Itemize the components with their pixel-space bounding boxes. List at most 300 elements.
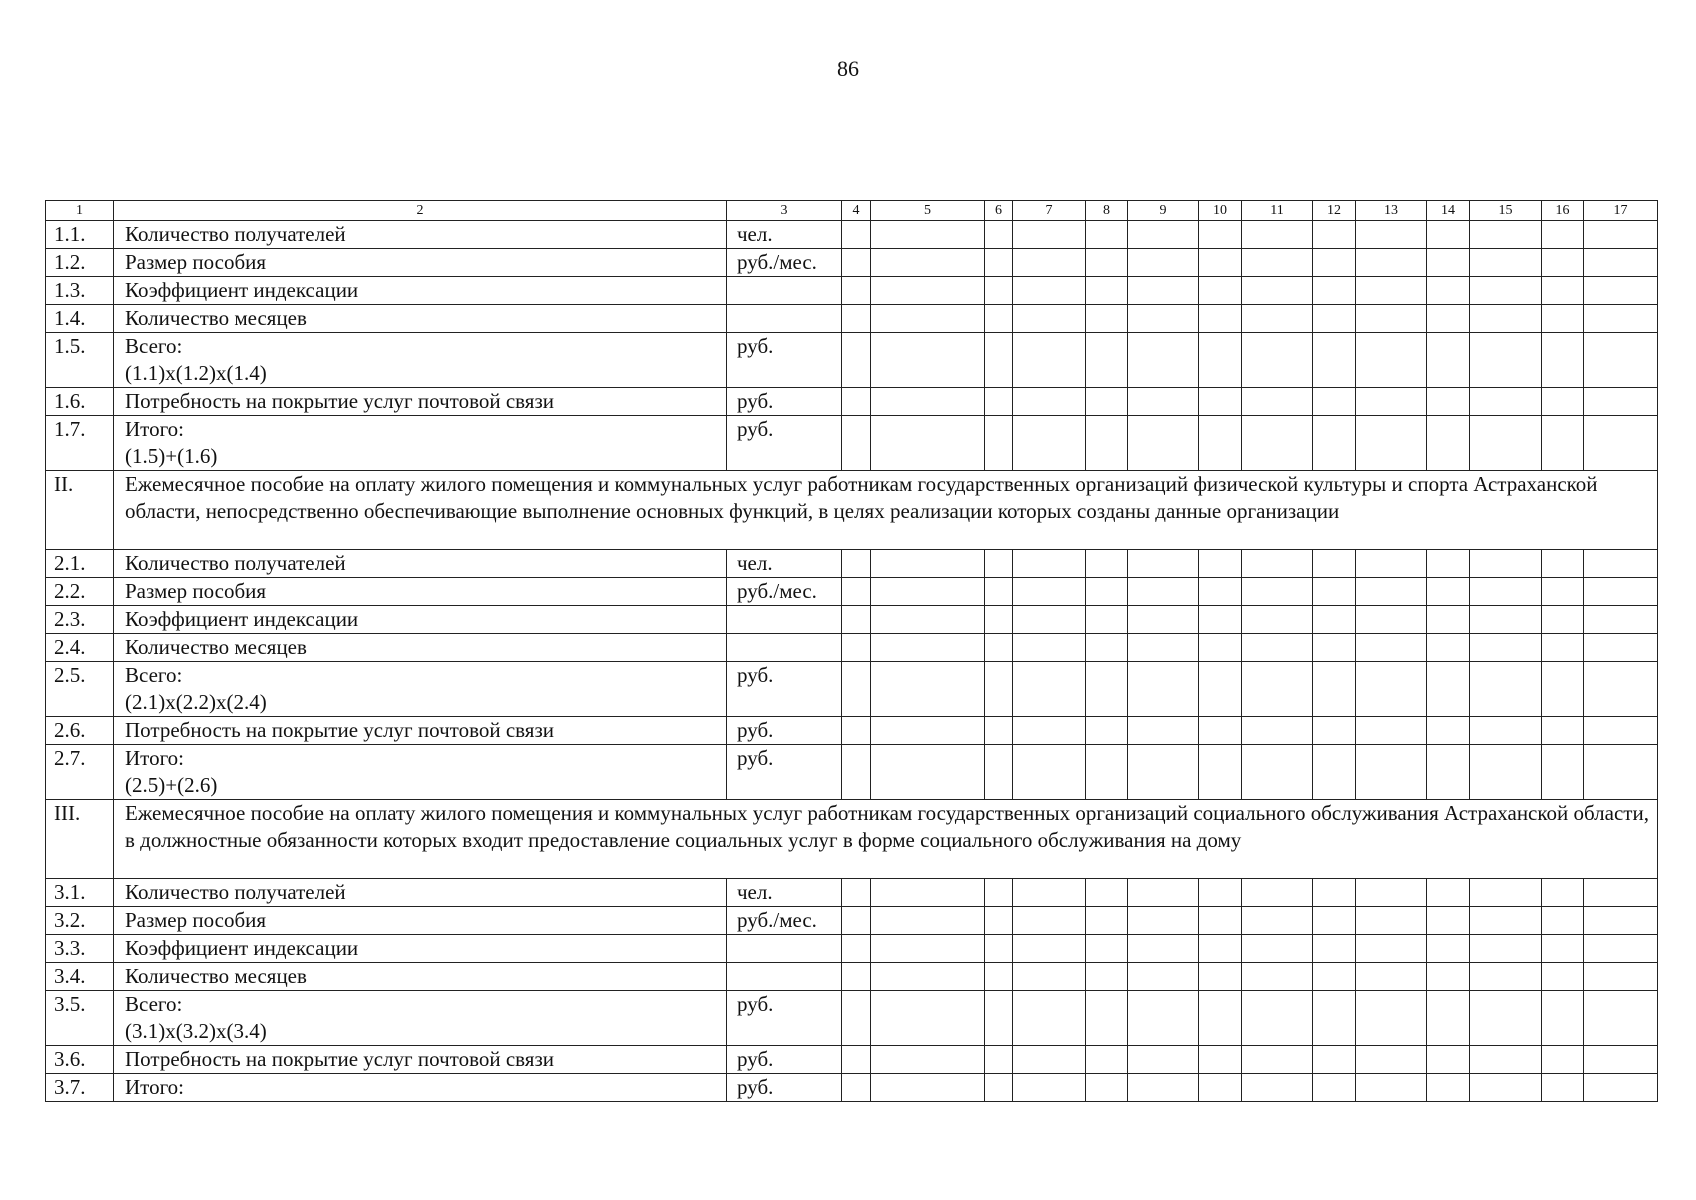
row-label: Всего:	[125, 663, 183, 687]
data-cell	[1313, 745, 1356, 800]
data-cell	[1242, 991, 1313, 1046]
row-label: Итого:	[125, 417, 184, 441]
data-cell	[1584, 606, 1658, 634]
data-cell	[871, 333, 985, 388]
row-number: 3.3.	[46, 935, 114, 963]
data-cell	[1427, 662, 1470, 717]
data-cell	[1470, 879, 1542, 907]
column-number: 10	[1199, 201, 1242, 221]
row-unit	[727, 277, 842, 305]
data-cell	[842, 879, 871, 907]
data-cell	[1427, 606, 1470, 634]
data-cell	[1542, 388, 1584, 416]
data-cell	[1427, 550, 1470, 578]
row-label-cell	[114, 935, 727, 963]
data-cell	[1584, 991, 1658, 1046]
table-row	[46, 935, 1658, 963]
row-label-cell	[114, 662, 727, 717]
data-cell	[1470, 991, 1542, 1046]
data-cell	[1313, 416, 1356, 471]
data-cell	[1427, 221, 1470, 249]
data-cell	[1199, 1046, 1242, 1074]
data-cell	[1013, 634, 1086, 662]
data-cell	[1242, 305, 1313, 333]
data-cell	[1242, 606, 1313, 634]
row-number: 3.1.	[46, 879, 114, 907]
data-cell	[1013, 578, 1086, 606]
row-label-cell	[114, 634, 727, 662]
data-cell	[1086, 550, 1128, 578]
data-cell	[1313, 221, 1356, 249]
benefit-calculation-table	[45, 200, 1658, 1102]
data-cell	[1086, 277, 1128, 305]
row-unit: руб./мес.	[727, 578, 842, 606]
data-cell	[1470, 388, 1542, 416]
row-number: 2.1.	[46, 550, 114, 578]
row-number: 1.1.	[46, 221, 114, 249]
data-cell	[1013, 907, 1086, 935]
data-cell	[1199, 221, 1242, 249]
data-cell	[1470, 305, 1542, 333]
data-cell	[1542, 277, 1584, 305]
data-cell	[1470, 416, 1542, 471]
data-cell	[871, 717, 985, 745]
data-cell	[1086, 717, 1128, 745]
table-row	[46, 333, 1658, 388]
data-cell	[1242, 333, 1313, 388]
data-cell	[985, 249, 1013, 277]
data-cell	[985, 388, 1013, 416]
data-cell	[1584, 745, 1658, 800]
data-cell	[1542, 333, 1584, 388]
data-cell	[1199, 717, 1242, 745]
data-cell	[1128, 745, 1199, 800]
data-cell	[1128, 634, 1199, 662]
row-number: 1.2.	[46, 249, 114, 277]
data-cell	[985, 634, 1013, 662]
row-unit: руб.	[727, 745, 842, 800]
row-label-cell	[114, 333, 727, 388]
data-cell	[985, 578, 1013, 606]
page-number: 86	[837, 56, 859, 81]
data-cell	[985, 416, 1013, 471]
data-cell	[1128, 249, 1199, 277]
data-cell	[871, 1074, 985, 1102]
data-cell	[1199, 416, 1242, 471]
data-cell	[1313, 717, 1356, 745]
column-number: 13	[1356, 201, 1427, 221]
data-cell	[1086, 1046, 1128, 1074]
column-number: 2	[114, 201, 727, 221]
section-row	[46, 800, 1658, 879]
row-label-cell	[114, 991, 727, 1046]
data-cell	[871, 305, 985, 333]
data-cell	[1427, 1074, 1470, 1102]
table-row	[46, 879, 1658, 907]
data-cell	[1128, 879, 1199, 907]
data-cell	[842, 963, 871, 991]
data-cell	[1242, 388, 1313, 416]
data-cell	[1086, 388, 1128, 416]
data-cell	[1199, 745, 1242, 800]
row-label-cell	[114, 745, 727, 800]
table-row	[46, 907, 1658, 935]
data-cell	[1013, 1046, 1086, 1074]
row-number: 2.7.	[46, 745, 114, 800]
data-cell	[871, 606, 985, 634]
data-cell	[842, 1046, 871, 1074]
data-cell	[1584, 1074, 1658, 1102]
row-number: 3.4.	[46, 963, 114, 991]
data-cell	[842, 935, 871, 963]
data-cell	[1086, 634, 1128, 662]
row-number: 3.7.	[46, 1074, 114, 1102]
row-unit: руб.	[727, 662, 842, 717]
data-cell	[985, 991, 1013, 1046]
column-number: 8	[1086, 201, 1128, 221]
row-label: Количество месяцев	[125, 635, 307, 659]
data-cell	[1313, 305, 1356, 333]
data-cell	[1128, 550, 1199, 578]
row-number: 1.3.	[46, 277, 114, 305]
data-cell	[1242, 249, 1313, 277]
data-cell	[1128, 662, 1199, 717]
row-unit	[727, 305, 842, 333]
row-label-cell	[114, 1046, 727, 1074]
row-label: Коэффициент индексации	[125, 607, 359, 631]
data-cell	[1356, 578, 1427, 606]
row-label: Потребность на покрытие услуг почтовой связи	[125, 718, 554, 742]
data-cell	[1542, 717, 1584, 745]
data-cell	[1128, 305, 1199, 333]
data-cell	[1086, 935, 1128, 963]
row-unit: руб.	[727, 333, 842, 388]
data-cell	[1584, 249, 1658, 277]
row-unit	[727, 634, 842, 662]
column-number: 17	[1584, 201, 1658, 221]
data-cell	[871, 249, 985, 277]
data-cell	[1086, 221, 1128, 249]
data-cell	[1427, 991, 1470, 1046]
row-label: Количество месяцев	[125, 306, 307, 330]
data-cell	[1086, 963, 1128, 991]
data-cell	[1313, 907, 1356, 935]
data-cell	[1013, 935, 1086, 963]
data-cell	[1086, 745, 1128, 800]
data-cell	[1313, 249, 1356, 277]
row-label: Коэффициент индексации	[125, 936, 359, 960]
row-unit: руб.	[727, 1074, 842, 1102]
data-cell	[1013, 1074, 1086, 1102]
data-cell	[1086, 578, 1128, 606]
row-label: Размер пособия	[125, 250, 267, 274]
data-cell	[1313, 606, 1356, 634]
data-cell	[1470, 277, 1542, 305]
row-number: 2.4.	[46, 634, 114, 662]
table-row	[46, 221, 1658, 249]
row-label-cell	[114, 249, 727, 277]
data-cell	[1584, 221, 1658, 249]
data-cell	[1013, 333, 1086, 388]
data-cell	[1584, 634, 1658, 662]
section-title: Ежемесячное пособие на оплату жилого помещения и коммунальных услуг работникам государственных организаций физической культуры и спорта Астраханской области, непосредственно обеспечивающие выполнение основных функций, в целях реализации которых созданы данные организации	[114, 471, 1658, 550]
data-cell	[1242, 277, 1313, 305]
data-cell	[1199, 662, 1242, 717]
table-row	[46, 662, 1658, 717]
row-number: 1.7.	[46, 416, 114, 471]
table-row	[46, 606, 1658, 634]
data-cell	[842, 606, 871, 634]
data-cell	[1313, 550, 1356, 578]
data-cell	[1199, 333, 1242, 388]
data-cell	[985, 277, 1013, 305]
data-cell	[1086, 907, 1128, 935]
data-cell	[842, 745, 871, 800]
data-cell	[1356, 745, 1427, 800]
section-row	[46, 471, 1658, 550]
row-formula: (3.1)x(3.2)x(3.4)	[125, 1019, 267, 1043]
data-cell	[1356, 879, 1427, 907]
data-cell	[1427, 1046, 1470, 1074]
row-unit	[727, 963, 842, 991]
row-label: Потребность на покрытие услуг почтовой связи	[125, 389, 554, 413]
data-cell	[985, 1074, 1013, 1102]
data-cell	[1542, 634, 1584, 662]
data-cell	[1086, 991, 1128, 1046]
data-cell	[1470, 606, 1542, 634]
data-cell	[1242, 963, 1313, 991]
data-cell	[1542, 991, 1584, 1046]
data-cell	[1128, 1074, 1199, 1102]
column-number: 9	[1128, 201, 1199, 221]
row-label-cell	[114, 606, 727, 634]
data-cell	[1356, 221, 1427, 249]
data-cell	[1356, 305, 1427, 333]
data-cell	[1128, 277, 1199, 305]
row-label: Итого:	[125, 1075, 184, 1099]
data-cell	[1242, 745, 1313, 800]
data-cell	[1086, 416, 1128, 471]
data-cell	[1584, 879, 1658, 907]
data-cell	[1356, 1046, 1427, 1074]
data-cell	[1313, 662, 1356, 717]
row-label: Всего:	[125, 334, 183, 358]
data-cell	[1199, 578, 1242, 606]
data-cell	[1427, 333, 1470, 388]
row-number: 1.4.	[46, 305, 114, 333]
row-number: 1.5.	[46, 333, 114, 388]
data-cell	[985, 879, 1013, 907]
data-cell	[871, 662, 985, 717]
data-cell	[1356, 717, 1427, 745]
data-cell	[1356, 388, 1427, 416]
data-cell	[1356, 935, 1427, 963]
row-label: Размер пособия	[125, 908, 267, 932]
data-cell	[1242, 907, 1313, 935]
table-row	[46, 550, 1658, 578]
data-cell	[1128, 221, 1199, 249]
data-cell	[1542, 907, 1584, 935]
row-formula: (2.5)+(2.6)	[125, 773, 218, 797]
data-cell	[1313, 1046, 1356, 1074]
row-formula: (1.1)x(1.2)x(1.4)	[125, 361, 267, 385]
data-cell	[1470, 963, 1542, 991]
data-cell	[842, 1074, 871, 1102]
data-cell	[1356, 333, 1427, 388]
data-cell	[1470, 745, 1542, 800]
data-cell	[1470, 578, 1542, 606]
row-label: Количество месяцев	[125, 964, 307, 988]
data-cell	[1470, 221, 1542, 249]
data-cell	[1128, 388, 1199, 416]
data-cell	[985, 1046, 1013, 1074]
data-cell	[1086, 333, 1128, 388]
column-number: 5	[871, 201, 985, 221]
data-cell	[1356, 907, 1427, 935]
data-cell	[842, 277, 871, 305]
data-cell	[1313, 963, 1356, 991]
data-cell	[1013, 388, 1086, 416]
data-cell	[1313, 634, 1356, 662]
data-cell	[871, 277, 985, 305]
table-row	[46, 249, 1658, 277]
row-label: Коэффициент индексации	[125, 278, 359, 302]
data-cell	[1356, 550, 1427, 578]
data-cell	[1242, 1046, 1313, 1074]
data-cell	[1086, 606, 1128, 634]
data-cell	[1542, 221, 1584, 249]
data-cell	[871, 991, 985, 1046]
row-label: Всего:	[125, 992, 183, 1016]
row-unit	[727, 935, 842, 963]
data-cell	[1013, 991, 1086, 1046]
table-row	[46, 963, 1658, 991]
data-cell	[1584, 333, 1658, 388]
row-number: 2.2.	[46, 578, 114, 606]
data-cell	[1086, 1074, 1128, 1102]
data-cell	[1584, 935, 1658, 963]
data-cell	[1199, 907, 1242, 935]
column-number: 1	[46, 201, 114, 221]
data-cell	[1086, 662, 1128, 717]
data-cell	[1542, 935, 1584, 963]
data-cell	[1013, 745, 1086, 800]
data-cell	[1199, 277, 1242, 305]
row-unit: чел.	[727, 879, 842, 907]
data-cell	[1542, 578, 1584, 606]
data-cell	[1242, 717, 1313, 745]
data-cell	[871, 578, 985, 606]
data-cell	[1584, 578, 1658, 606]
data-cell	[1584, 305, 1658, 333]
data-cell	[842, 333, 871, 388]
data-cell	[871, 550, 985, 578]
data-cell	[1013, 662, 1086, 717]
data-cell	[842, 221, 871, 249]
data-cell	[1013, 305, 1086, 333]
data-cell	[842, 634, 871, 662]
data-cell	[1313, 935, 1356, 963]
table-row	[46, 745, 1658, 800]
data-cell	[1086, 249, 1128, 277]
data-cell	[1199, 935, 1242, 963]
row-unit: руб.	[727, 416, 842, 471]
data-cell	[1313, 333, 1356, 388]
data-cell	[1199, 606, 1242, 634]
data-cell	[1542, 416, 1584, 471]
data-cell	[1242, 1074, 1313, 1102]
section-number: III.	[46, 800, 114, 879]
data-cell	[1470, 249, 1542, 277]
data-cell	[1584, 907, 1658, 935]
table-row	[46, 578, 1658, 606]
data-cell	[1470, 550, 1542, 578]
column-number: 11	[1242, 201, 1313, 221]
data-cell	[1356, 991, 1427, 1046]
table-row	[46, 991, 1658, 1046]
data-cell	[1542, 879, 1584, 907]
row-unit: чел.	[727, 550, 842, 578]
data-cell	[1584, 717, 1658, 745]
row-number: 3.6.	[46, 1046, 114, 1074]
data-cell	[1199, 991, 1242, 1046]
data-cell	[871, 745, 985, 800]
data-cell	[985, 745, 1013, 800]
data-cell	[1128, 935, 1199, 963]
row-label-cell	[114, 717, 727, 745]
data-cell	[842, 249, 871, 277]
column-number: 12	[1313, 201, 1356, 221]
data-cell	[871, 935, 985, 963]
row-unit: руб./мес.	[727, 907, 842, 935]
data-cell	[985, 662, 1013, 717]
data-cell	[871, 963, 985, 991]
data-cell	[1199, 305, 1242, 333]
row-label: Количество получателей	[125, 551, 346, 575]
data-cell	[1242, 879, 1313, 907]
data-cell	[842, 991, 871, 1046]
row-label-cell	[114, 1074, 727, 1102]
row-label: Количество получателей	[125, 880, 346, 904]
row-label-cell	[114, 277, 727, 305]
data-cell	[871, 388, 985, 416]
data-cell	[1086, 305, 1128, 333]
data-cell	[1542, 745, 1584, 800]
column-number: 7	[1013, 201, 1086, 221]
data-cell	[871, 879, 985, 907]
data-cell	[1199, 879, 1242, 907]
row-label: Размер пособия	[125, 579, 267, 603]
section-number: II.	[46, 471, 114, 550]
data-cell	[1427, 935, 1470, 963]
data-cell	[1313, 1074, 1356, 1102]
data-cell	[1542, 963, 1584, 991]
table-row	[46, 1046, 1658, 1074]
row-label: Потребность на покрытие услуг почтовой связи	[125, 1047, 554, 1071]
data-cell	[1013, 550, 1086, 578]
table-row	[46, 277, 1658, 305]
table-row	[46, 388, 1658, 416]
data-cell	[1542, 305, 1584, 333]
column-number: 14	[1427, 201, 1470, 221]
data-cell	[1584, 550, 1658, 578]
data-cell	[985, 305, 1013, 333]
row-formula: (2.1)x(2.2)x(2.4)	[125, 690, 267, 714]
data-cell	[1199, 388, 1242, 416]
data-cell	[1427, 879, 1470, 907]
data-cell	[1470, 907, 1542, 935]
data-cell	[1542, 606, 1584, 634]
